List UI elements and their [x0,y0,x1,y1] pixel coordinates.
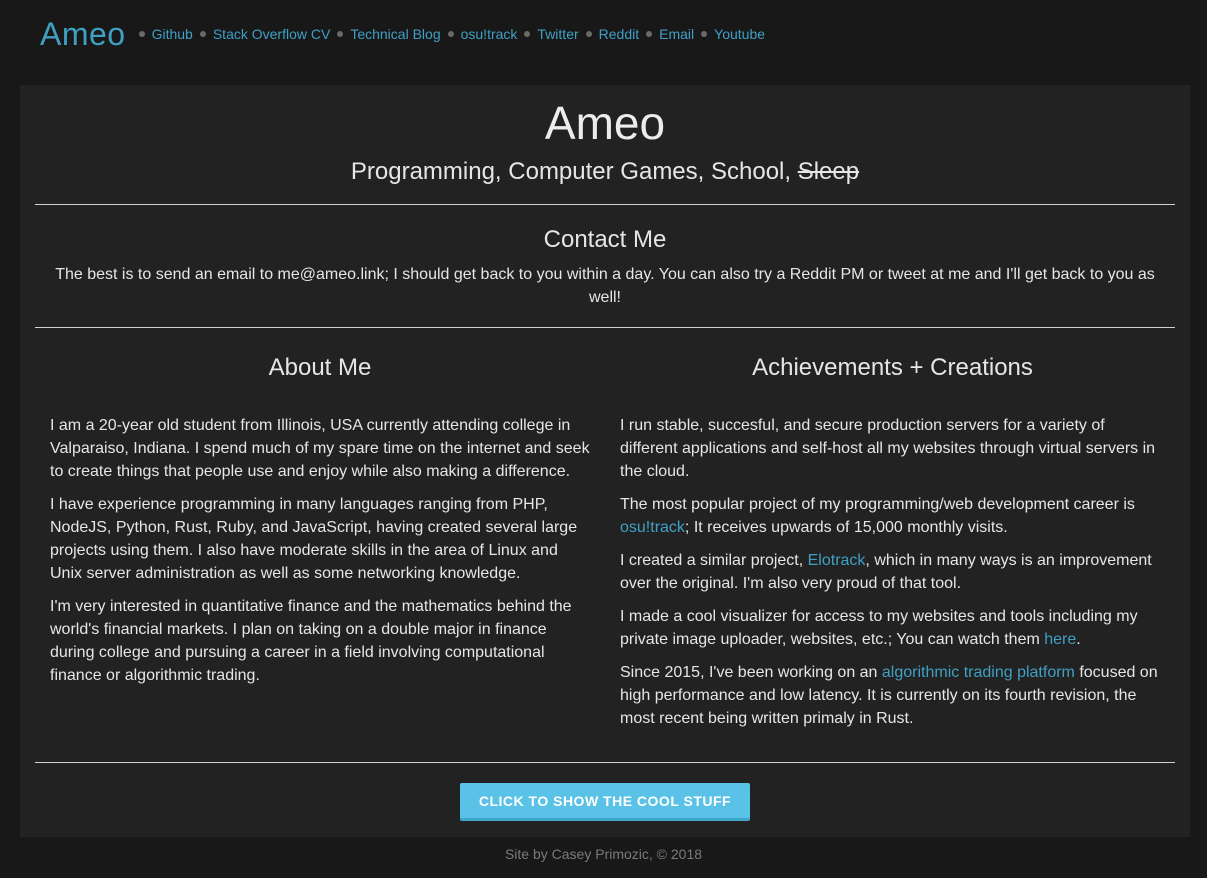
nav-link-twitter[interactable]: Twitter [537,26,579,42]
hero-subtitle [20,157,1190,187]
achievement-paragraph [620,493,1165,539]
achievements-title: Achievements + Creations [752,354,1033,381]
visualizer-here-link[interactable]: here [1044,631,1077,648]
achievements-section [620,353,1165,740]
separator-dot [337,31,343,37]
hero-subtitle-struck: Sleep [797,158,860,185]
footer-credit: Site by Casey Primozic, © 2018 [504,846,703,862]
hero-subtitle-text: Programming, Computer Games, School, [350,158,798,185]
nav-link-youtube[interactable]: Youtube [714,26,766,42]
brand-logo-link[interactable]: Ameo [40,16,126,52]
separator-dot [586,31,592,37]
separator-dot [200,31,206,37]
separator-dot [524,31,530,37]
osutrack-link[interactable]: osu!track [620,519,685,536]
nav-link-github[interactable]: Github [151,26,193,42]
contact-text: The best is to send an email to me@ameo.link; I should get back to you within a day. You can also try a Reddit PM or tweet at me and I'll get back to you as well! [55,266,1155,306]
paragraph-text: . [1076,631,1081,648]
nav-link-blog[interactable]: Technical Blog [350,26,441,42]
about-paragraph: I'm very interested in quantitative finance and the mathematics behind the world's financial markets. I plan on taking on a double major in finance during college and pursuing a career in a field involving computational finance or algorithmic trading. [50,598,572,684]
about-paragraph: I have experience programming in many languages ranging from PHP, NodeJS, Python, Rust, Ruby, and JavaScript, having created several large projects using them. I also have moderate skills in the area of Linux and Unix server administration as well as some networking knowledge. [50,496,578,582]
divider [35,327,1175,328]
nav-link-email[interactable]: Email [659,26,695,42]
paragraph-text: I made a cool visualizer for access to my websites and tools including my private image uploader, websites, etc.; You can watch them [620,608,1138,648]
divider [35,762,1175,763]
nav-links [132,14,765,54]
top-nav [40,14,765,54]
paragraph-text: focused on high performance and low latency. It is currently on its fourth revision, the most recent being written primaly in Rust. [620,664,1158,727]
about-paragraph: I am a 20-year old student from Illinois, USA currently attending college in Valparaiso, Indiana. I spend much of my spare time on the internet and seek to create things that people use and enjoy while also making a difference. [50,417,590,480]
separator-dot [646,31,652,37]
about-section [50,353,590,697]
nav-link-stackoverflow[interactable]: Stack Overflow CV [212,26,331,42]
elotrack-link[interactable]: Elotrack [807,552,866,569]
divider [35,204,1175,205]
nav-link-osutrack[interactable]: osu!track [460,26,518,42]
paragraph-text: I created a similar project, [620,552,808,569]
hero-title: Ameo [544,97,666,149]
main-card [20,85,1190,837]
achievement-paragraph [620,549,1165,595]
paragraph-text: Since 2015, I've been working on an [620,664,882,681]
nav-link-reddit[interactable]: Reddit [598,26,640,42]
separator-dot [701,31,707,37]
trading-platform-link[interactable]: algorithmic trading platform [881,664,1075,681]
separator-dot [448,31,454,37]
show-cool-stuff-button[interactable]: CLICK TO SHOW THE COOL STUFF [460,783,750,821]
paragraph-text: ; It receives upwards of 15,000 monthly visits. [684,519,1008,536]
separator-dot [139,31,145,37]
achievement-paragraph [620,605,1165,651]
contact-title: Contact Me [543,226,667,253]
about-title: About Me [268,354,372,381]
achievement-paragraph [620,661,1165,730]
paragraph-text: , which in many ways is an improvement over the original. I'm also very proud of that tool. [620,552,1152,592]
achievement-paragraph: I run stable, succesful, and secure production servers for a variety of different applications and self-host all my websites through virtual servers in the cloud. [620,417,1156,480]
paragraph-text: The most popular project of my programming/web development career is [620,496,1135,513]
